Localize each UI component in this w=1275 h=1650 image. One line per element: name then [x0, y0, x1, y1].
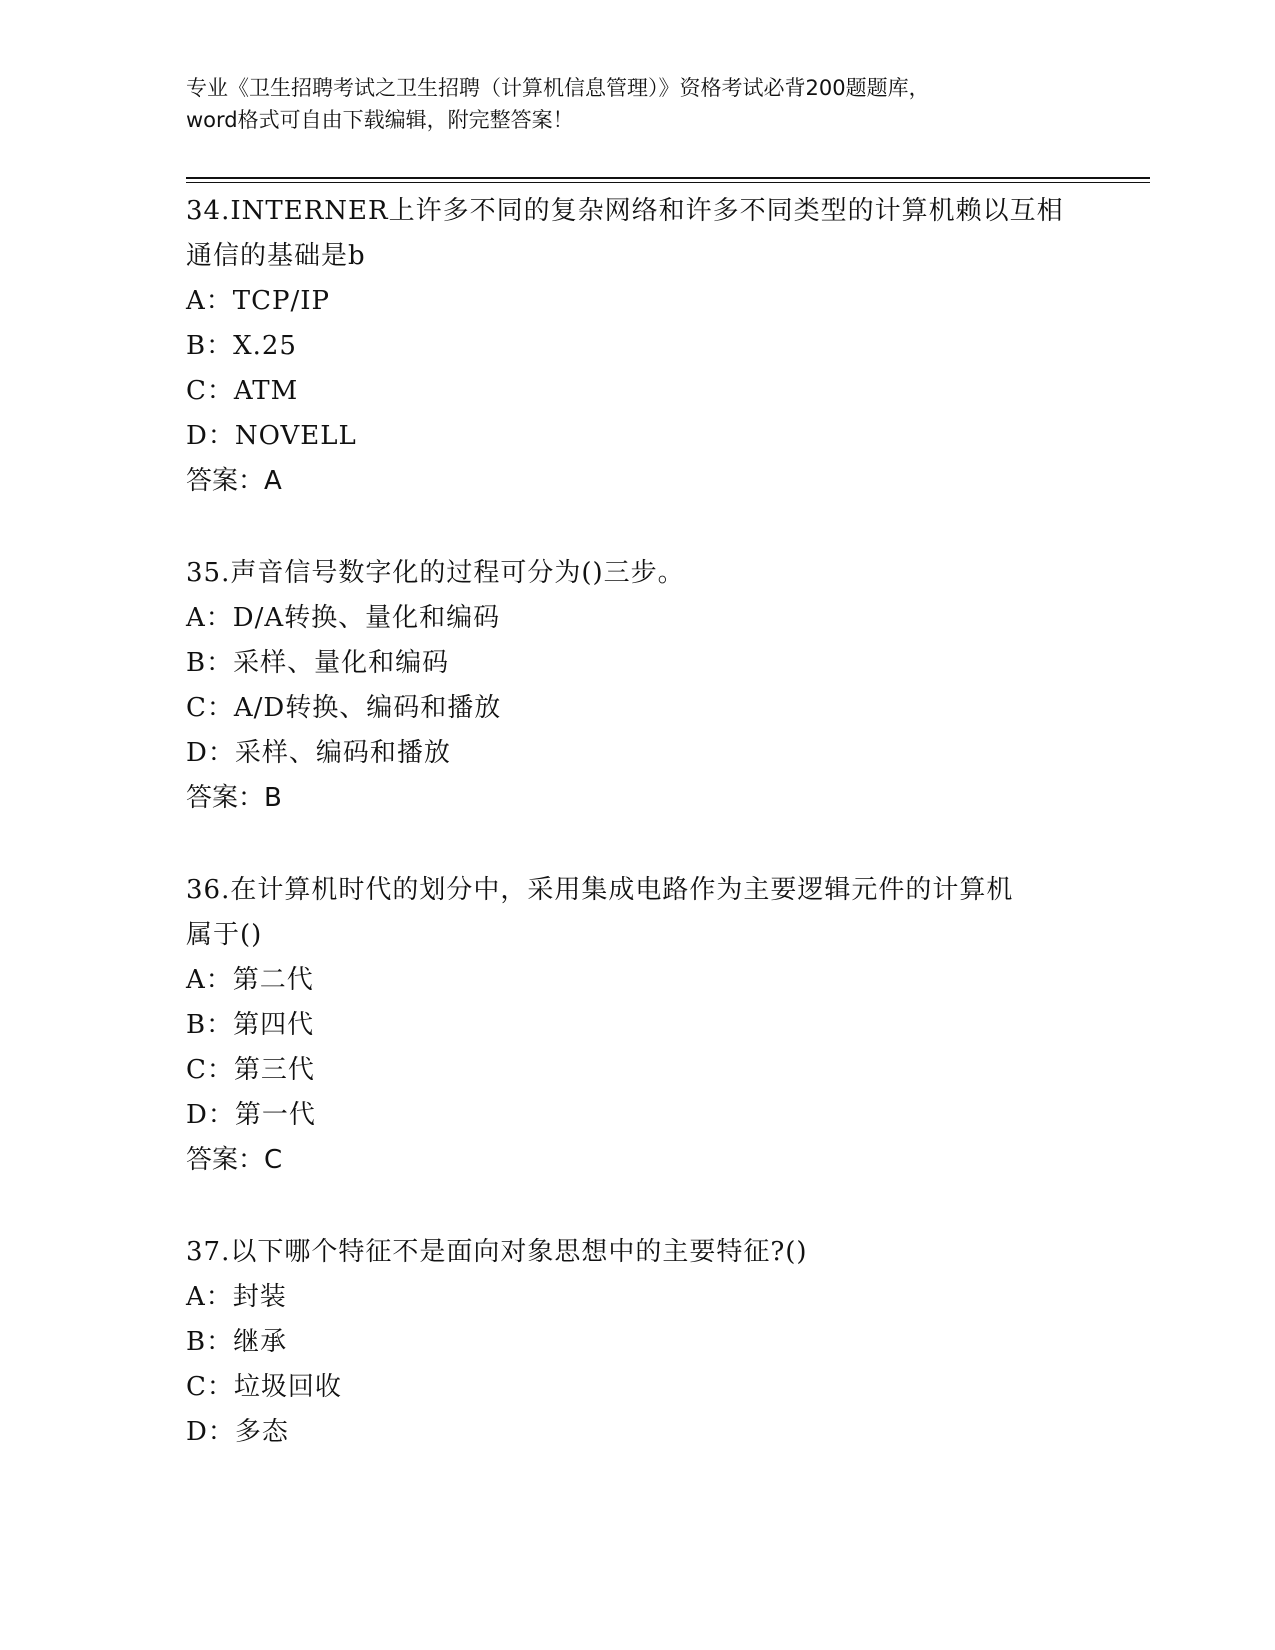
option-b: B：继承: [186, 1327, 288, 1357]
option-c: C：垃圾回收: [186, 1372, 342, 1402]
option-b: B：X.25: [186, 331, 297, 361]
question-spacer: [186, 821, 1086, 868]
question-35: [186, 551, 1086, 821]
question-stem-line: 34.INTERNER上许多不同的复杂网络和许多不同类型的计算机赖以互相: [186, 196, 1064, 226]
option-d: D：第一代: [186, 1100, 316, 1130]
option-d: D：多态: [186, 1417, 289, 1447]
document-header: [186, 72, 1086, 136]
answer-label: 答案：B: [186, 783, 282, 813]
option-c: C：第三代: [186, 1055, 315, 1085]
header-line-2: word格式可自由下载编辑，附完整答案！: [186, 108, 574, 132]
option-d: D：NOVELL: [186, 421, 357, 451]
option-c: C：ATM: [186, 376, 299, 406]
header-rule-thin: [186, 182, 1150, 183]
option-a: A：D/A转换、量化和编码: [186, 603, 501, 633]
question-list: [186, 189, 1086, 1455]
question-36: [186, 868, 1086, 1183]
question-37: [186, 1230, 1086, 1455]
option-b: B：第四代: [186, 1010, 315, 1040]
option-a: A：封装: [186, 1282, 287, 1312]
question-34: [186, 189, 1086, 504]
question-stem-line: 36.在计算机时代的划分中，采用集成电路作为主要逻辑元件的计算机: [186, 875, 1014, 905]
header-line-1: 专业《卫生招聘考试之卫生招聘（计算机信息管理）》资格考试必背200题题库，: [186, 76, 930, 100]
answer-label: 答案：A: [186, 466, 282, 496]
header-rule-thick: [186, 177, 1150, 179]
question-stem-line: 37.以下哪个特征不是面向对象思想中的主要特征?(): [186, 1237, 808, 1267]
question-stem-line: 通信的基础是b: [186, 241, 366, 271]
option-d: D：采样、编码和播放: [186, 738, 451, 768]
option-a: A：TCP/IP: [186, 286, 331, 316]
option-a: A：第二代: [186, 965, 314, 995]
option-b: B：采样、量化和编码: [186, 648, 450, 678]
question-stem-line: 属于(): [186, 920, 263, 950]
option-c: C：A/D转换、编码和播放: [186, 693, 502, 723]
answer-label: 答案：C: [186, 1145, 283, 1175]
question-spacer: [186, 504, 1086, 551]
question-stem-line: 35.声音信号数字化的过程可分为()三步。: [186, 558, 685, 588]
question-spacer: [186, 1183, 1086, 1230]
